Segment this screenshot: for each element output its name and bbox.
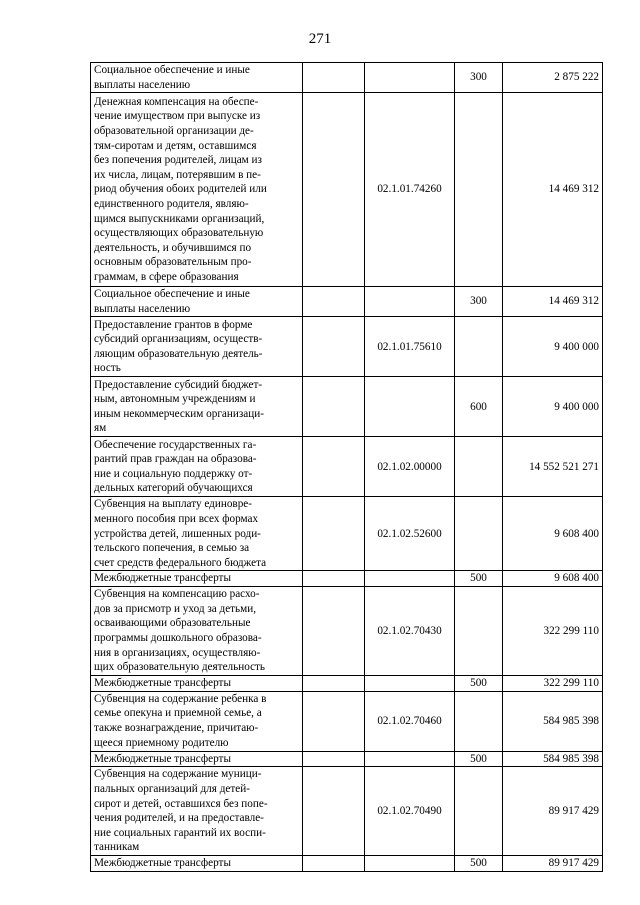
row-empty-cell [303, 675, 365, 691]
table-row [91, 377, 603, 437]
row-code [365, 287, 455, 317]
row-code: 02.1.01.74260 [365, 93, 455, 287]
row-empty-cell [303, 751, 365, 767]
row-sum: 322 299 110 [503, 675, 603, 691]
row-type: 500 [455, 751, 503, 767]
budget-table [90, 62, 603, 872]
row-empty-cell [303, 287, 365, 317]
row-empty-cell [303, 377, 365, 437]
row-name: Денежная компенсация на обеспе- чение имуществом при выпуске из образовательной организации де- тям-сиротам и детям, оставшимся без попечения родителей, лицам из их числа, лицам, потерявшим в пе- риод обучения обоих родителей или единственного родителя, являю- щимся выпускниками организаций, осуществляющих образовательную деятельность, и обучившимся по основным образовательным про- граммам, в сфере образования [91, 93, 303, 287]
table-row [91, 751, 603, 767]
row-sum: 9 400 000 [503, 377, 603, 437]
row-empty-cell [303, 497, 365, 571]
table-row [91, 767, 603, 856]
row-code: 02.1.02.70460 [365, 691, 455, 751]
row-type: 500 [455, 856, 503, 872]
row-code [365, 377, 455, 437]
table-row [91, 856, 603, 872]
row-name: Предоставление грантов в форме субсидий организациям, осуществ- ляющим образовательную деятель- ность [91, 317, 303, 377]
table-row [91, 586, 603, 675]
table-row [91, 497, 603, 571]
row-type [455, 93, 503, 287]
row-sum: 322 299 110 [503, 586, 603, 675]
table-row [91, 675, 603, 691]
row-sum: 14 469 312 [503, 287, 603, 317]
table-row [91, 63, 603, 93]
row-name: Субвенция на выплату единовре- менного пособия при всех формах устройства детей, лишенных роди- тельского попечения, в семью за счет средств федерального бюджета [91, 497, 303, 571]
row-name: Предоставление субсидий бюджет- ным, автономным учреждениям и иным некоммерческим организаци- ям [91, 377, 303, 437]
row-code: 02.1.02.70490 [365, 767, 455, 856]
row-code: 02.1.02.70430 [365, 586, 455, 675]
row-sum: 9 608 400 [503, 571, 603, 587]
row-name: Межбюджетные трансферты [91, 571, 303, 587]
row-sum: 584 985 398 [503, 691, 603, 751]
row-name: Межбюджетные трансферты [91, 856, 303, 872]
row-name: Межбюджетные трансферты [91, 751, 303, 767]
row-name: Обеспечение государственных га- рантий прав граждан на образова- ние и социальную поддержку от- дельных категорий обучающихся [91, 437, 303, 497]
row-code: 02.1.01.75610 [365, 317, 455, 377]
row-code [365, 571, 455, 587]
row-type: 500 [455, 571, 503, 587]
table-row [91, 437, 603, 497]
row-sum: 9 400 000 [503, 317, 603, 377]
row-name: Социальное обеспечение и иные выплаты населению [91, 287, 303, 317]
row-code: 02.1.02.00000 [365, 437, 455, 497]
row-name: Субвенция на содержание ребенка в семье опекуна и приемной семье, а также вознаграждение, причитаю- щееся приемному родителю [91, 691, 303, 751]
row-type [455, 586, 503, 675]
row-name: Межбюджетные трансферты [91, 675, 303, 691]
row-name: Субвенция на содержание муници- пальных организаций для детей- сирот и детей, оставшихся без попе- чения родителей, и на предоставле- ние социальных гарантий их воспи- танникам [91, 767, 303, 856]
row-type: 300 [455, 287, 503, 317]
table-row [91, 93, 603, 287]
row-type [455, 317, 503, 377]
row-empty-cell [303, 691, 365, 751]
row-name: Субвенция на компенсацию расхо- дов за присмотр и уход за детьми, осваивающими образовательные программы дошкольного образова- ния в организациях, осуществляю- щих образовательную деятельность [91, 586, 303, 675]
row-empty-cell [303, 317, 365, 377]
table-row [91, 571, 603, 587]
row-type [455, 691, 503, 751]
row-sum: 89 917 429 [503, 767, 603, 856]
row-sum: 14 469 312 [503, 93, 603, 287]
budget-table-body [91, 63, 603, 872]
row-code [365, 751, 455, 767]
row-code [365, 856, 455, 872]
row-type [455, 437, 503, 497]
row-type: 500 [455, 675, 503, 691]
row-type [455, 497, 503, 571]
row-empty-cell [303, 63, 365, 93]
row-sum: 2 875 222 [503, 63, 603, 93]
table-row [91, 317, 603, 377]
row-name: Социальное обеспечение и иные выплаты населению [91, 63, 303, 93]
row-type: 600 [455, 377, 503, 437]
row-type [455, 767, 503, 856]
row-empty-cell [303, 571, 365, 587]
row-code: 02.1.02.52600 [365, 497, 455, 571]
row-empty-cell [303, 586, 365, 675]
row-code [365, 63, 455, 93]
row-sum: 14 552 521 271 [503, 437, 603, 497]
row-sum: 89 917 429 [503, 856, 603, 872]
row-empty-cell [303, 437, 365, 497]
row-sum: 584 985 398 [503, 751, 603, 767]
row-empty-cell [303, 856, 365, 872]
row-empty-cell [303, 93, 365, 287]
row-sum: 9 608 400 [503, 497, 603, 571]
row-empty-cell [303, 767, 365, 856]
page-number: 271 [308, 31, 332, 47]
table-row [91, 691, 603, 751]
row-type: 300 [455, 63, 503, 93]
row-code [365, 675, 455, 691]
table-row [91, 287, 603, 317]
